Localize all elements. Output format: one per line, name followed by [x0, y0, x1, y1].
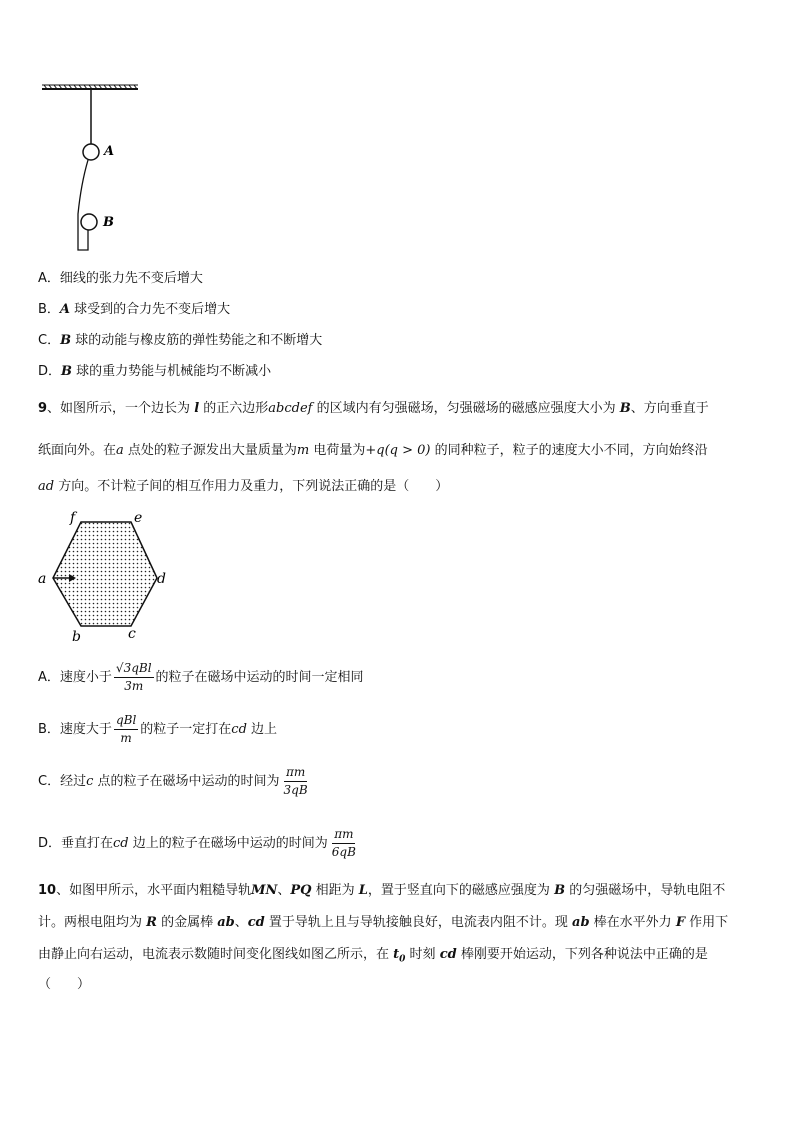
q8-option-a [38, 270, 203, 288]
stem-text: 纸面向外。在 [38, 443, 117, 458]
ceiling-hatch [42, 85, 138, 89]
stem-text: 的区域内有匀强磁场，匀强磁场的磁感应强度大小为 [312, 401, 620, 416]
stem-text: ，置于竖直向下的磁感应强度为 [367, 883, 555, 898]
option-text: 球的动能与橡皮筋的弹性势能之和不断增大 [71, 333, 323, 348]
fraction-numerator: √3qBl [114, 661, 154, 678]
q10-stem-line-3 [38, 946, 708, 969]
stem-text: 相距为 [311, 883, 359, 898]
q8-option-c [38, 332, 322, 350]
q9-option-c [38, 760, 312, 804]
stem-text: 电荷量为 [309, 443, 366, 458]
fraction [114, 661, 154, 694]
fraction-numerator: πm [284, 765, 307, 782]
q9-option-d [38, 822, 360, 866]
q8-option-b [38, 301, 230, 319]
fraction-denominator: 3qB [283, 783, 308, 797]
stem-text: 棒刚要开始运动，下列各种说法中正确的是 [456, 947, 708, 962]
var-m: m [296, 443, 310, 458]
var-t: t [393, 947, 400, 962]
stem-text: 的金属棒 [156, 915, 218, 930]
vertex-label-f: f [70, 510, 76, 526]
q9-option-a [38, 656, 364, 700]
stem-text: 的匀强磁场中，导轨电阻不 [565, 883, 726, 898]
fraction [282, 765, 310, 798]
stem-text: 的正六边形 [199, 401, 269, 416]
var-q: +q [365, 443, 385, 458]
var-a: a [116, 443, 124, 458]
vertex-label-c: c [128, 626, 136, 642]
fraction-denominator: m [120, 731, 132, 745]
var-b: B [619, 401, 631, 416]
option-text: 边上 [246, 722, 278, 737]
option-text: 球受到的合力先不变后增大 [70, 302, 231, 317]
option-text: 速度小于 [59, 670, 112, 685]
var-cd: cd [247, 915, 265, 930]
var-f: F [675, 915, 686, 930]
option-letter: C． [38, 774, 61, 789]
answer-bracket: （ ） [38, 977, 91, 992]
option-text: 经过 [60, 774, 87, 789]
option-letter: A． [38, 271, 60, 286]
stem-text: 、 [277, 883, 291, 898]
stem-text: 作用下 [685, 915, 729, 930]
vertex-label-b: b [72, 629, 81, 645]
option-text: 边上的粒子在磁场中运动的时间为 [128, 836, 328, 851]
var-b: B [554, 883, 566, 898]
hexagon-figure [36, 506, 176, 646]
fraction [330, 827, 358, 860]
fraction [114, 713, 138, 746]
stem-text: 的同种粒子，粒子的速度大小不同，方向始终沿 [430, 443, 708, 458]
option-letter: B． [38, 302, 60, 317]
option-text: 速度大于 [59, 722, 112, 737]
q9-stem-line-3 [38, 478, 448, 496]
var-c: c [86, 774, 94, 789]
fraction-denominator: 3m [124, 679, 144, 693]
q10-stem-line-1 [38, 882, 725, 900]
rubber-band [78, 160, 88, 250]
option-text: 的粒子在磁场中运动的时间一定相同 [155, 670, 364, 685]
option-letter: A． [38, 670, 60, 685]
var-pq: PQ [290, 883, 312, 898]
stem-text: 点处的粒子源发出大量质量为 [123, 443, 297, 458]
option-var: A [59, 302, 71, 317]
option-text: 垂直打在 [61, 836, 114, 851]
q9-stem-line-1 [38, 400, 709, 418]
stem-text: 棒在水平外力 [589, 915, 676, 930]
ball-a-label: A [104, 144, 115, 159]
q9-stem-line-2 [38, 442, 708, 460]
var-hexagon: abcdef [268, 401, 313, 416]
var-subscript: 0 [399, 954, 406, 965]
fraction-numerator: qBl [114, 713, 138, 730]
option-var: B [61, 364, 73, 379]
option-text: 的粒子一定打在 [140, 722, 232, 737]
vertex-label-a: a [38, 571, 47, 587]
option-text: 点的粒子在磁场中运动的时间为 [93, 774, 280, 789]
var-t0 [393, 947, 406, 965]
question-number: 9 [38, 401, 48, 416]
option-text: 球的重力势能与机械能均不断减小 [72, 364, 272, 379]
var-ad: ad [38, 479, 55, 494]
stem-text: 、方向垂直于 [630, 401, 709, 416]
q10-stem-line-2 [38, 914, 728, 932]
var-r: R [146, 915, 157, 930]
var-l: l [194, 401, 200, 416]
stem-text: 时刻 [405, 947, 440, 962]
option-letter: B． [38, 722, 60, 737]
stem-text: 由静止向右运动，电流表示数随时间变化图线如图乙所示，在 [38, 947, 394, 962]
option-letter: D． [38, 364, 62, 379]
ball-b [81, 214, 97, 230]
q10-stem-line-4 [38, 976, 90, 994]
vertex-label-d: d [157, 571, 166, 587]
var-condition: (q > 0) [384, 443, 431, 458]
option-letter: C． [38, 333, 61, 348]
pendulum-figure [36, 84, 146, 254]
var-ab: ab [572, 915, 590, 930]
var-cd: cd [439, 947, 457, 962]
stem-text: 置于导轨上且与导轨接触良好，电流表内阻不计。现 [264, 915, 573, 930]
var-mn: MN [251, 883, 278, 898]
fraction-numerator: πm [332, 827, 355, 844]
question-number: 10 [38, 883, 57, 898]
q8-option-d [38, 363, 271, 381]
var-cd: cd [113, 836, 129, 851]
stem-text: 方向。不计粒子间的相互作用力及重力，下列说法正确的是（ ） [54, 479, 449, 494]
var-l: L [358, 883, 368, 898]
stem-text: 计。两根电阻均为 [38, 915, 147, 930]
q9-option-b [38, 708, 277, 752]
vertex-label-e: e [134, 510, 143, 526]
var-ab: ab [217, 915, 235, 930]
hexagon-field [53, 522, 157, 626]
option-var: B [60, 333, 72, 348]
ball-b-label: B [103, 215, 114, 230]
option-text: 细线的张力先不变后增大 [59, 271, 203, 286]
stem-text: 、 [234, 915, 248, 930]
var-cd: cd [231, 722, 247, 737]
ball-a [83, 144, 99, 160]
fraction-denominator: 6qB [331, 845, 356, 859]
stem-text: 、如图所示，一个边长为 [47, 401, 195, 416]
stem-text: 、如图甲所示，水平面内粗糙导轨 [56, 883, 252, 898]
option-letter: D． [38, 836, 62, 851]
